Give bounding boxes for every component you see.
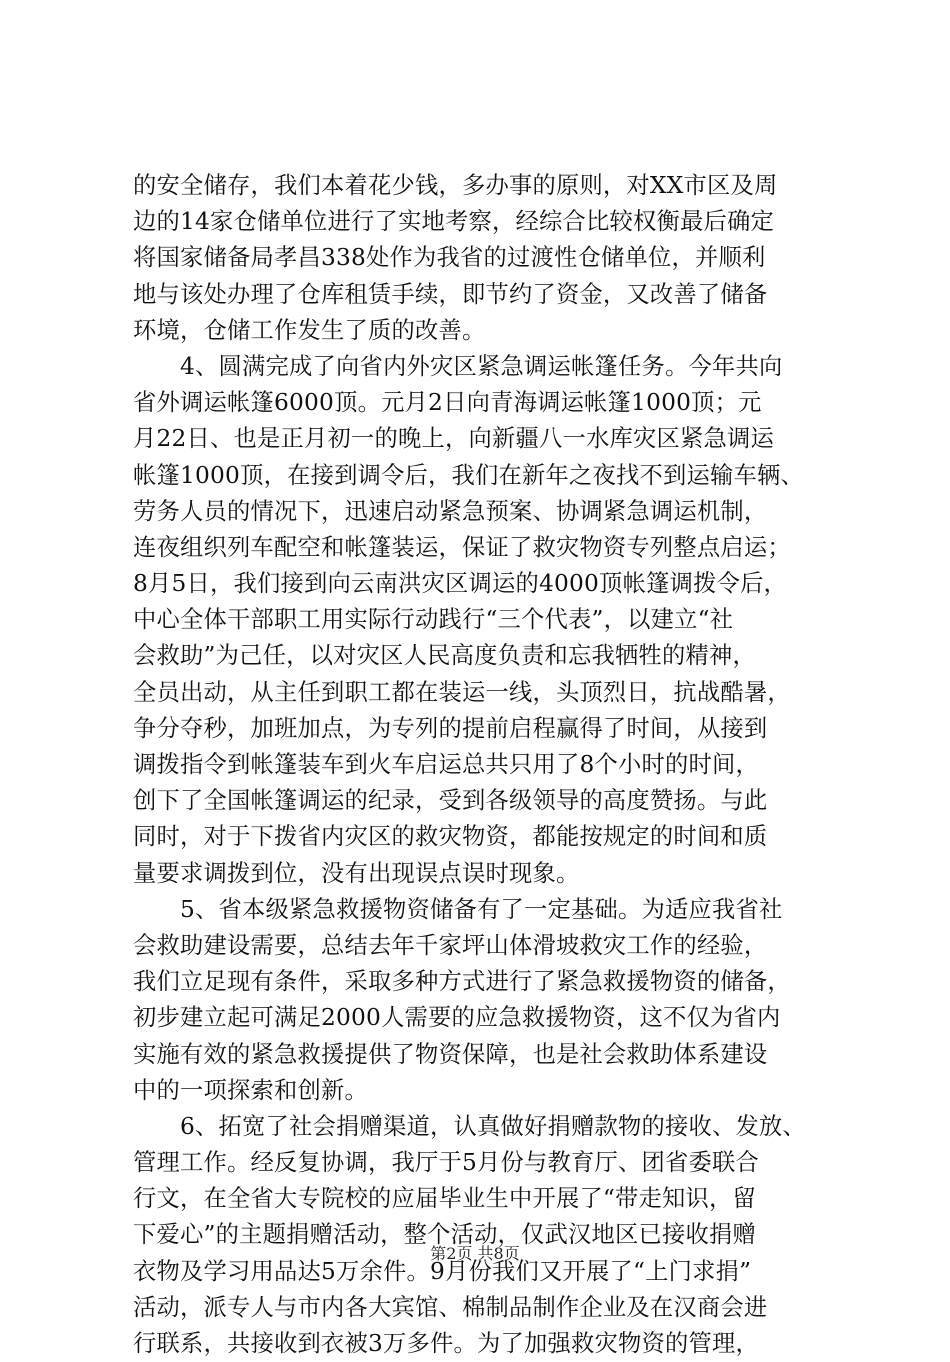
text-line: 中心全体干部职工用实际行动践行“三个代表”，以建立“社 — [133, 606, 734, 634]
text-line: 争分夺秒，加班加点，为专列的提前启程赢得了时间，从接到 — [133, 714, 768, 742]
text-line: 初步建立起可满足2000人需要的应急救援物资，这不仅为省内 — [133, 1004, 781, 1032]
text-line: 月22日、也是正月初一的晚上，向新疆八一水库灾区紧急调运 — [133, 425, 774, 453]
text-line: 管理工作。经反复协调，我厅于5月份与教育厅、团省委联合 — [133, 1149, 759, 1177]
text-line: 中的一项探索和创新。 — [133, 1076, 368, 1104]
text-line: 环境，仓储工作发生了质的改善。 — [133, 316, 486, 344]
text-line: 边的14家仓储单位进行了实地考察，经综合比较权衡最后确定 — [133, 208, 774, 236]
text-line: 活动，派专人与市内各大宾馆、棉制品制作企业及在汉商会进 — [133, 1293, 768, 1321]
text-line: 地与该处办理了仓库租赁手续，即节约了资金，又改善了储备 — [133, 280, 768, 308]
text-line: 我们立足现有条件，采取多种方式进行了紧急救援物资的储备， — [133, 968, 791, 996]
text-line: 量要求调拨到位，没有出现误点误时现象。 — [133, 859, 580, 887]
text-line: 调拨指令到帐篷装车到火车启运总共只用了8个小时的时间， — [133, 751, 759, 778]
text-line: 衣物及学习用品达5万余件。9月份我们又开展了“上门求捐” — [133, 1257, 752, 1285]
text-line: 4、圆满完成了向省内外灾区紧急调运帐篷任务。今年共向 — [133, 352, 783, 380]
text-line: 会救助”为己任，以对灾区人民高度负责和忘我牺牲的精神， — [133, 642, 757, 670]
text-line: 的安全储存，我们本着花少钱，多办事的原则，对XX市区及周 — [133, 172, 778, 199]
text-line: 劳务人员的情况下，迅速启动紧急预案、协调紧急调运机制， — [133, 497, 768, 525]
text-line: 同时，对于下拨省内灾区的救灾物资，都能按规定的时间和质 — [133, 823, 768, 851]
text-line: 会救助建设需要，总结去年千家坪山体滑坡救灾工作的经验， — [133, 931, 768, 959]
text-line: 6、拓宽了社会捐赠渠道，认真做好捐赠款物的接收、发放、 — [133, 1112, 806, 1140]
text-line: 行文，在全省大专院校的应届毕业生中开展了“带走知识，留 — [133, 1185, 757, 1213]
text-line: 8月5日，我们接到向云南洪灾区调运的4000顶帐篷调拨令后， — [133, 570, 788, 598]
text-line: 省外调运帐篷6000顶。元月2日向青海调运帐篷1000顶；元 — [133, 389, 762, 417]
text-line: 下爱心”的主题捐赠活动，整个活动，仅武汉地区已接收捐赠 — [133, 1221, 757, 1249]
text-line: 将国家储备局孝昌338处作为我省的过渡性仓储单位，并顺利 — [133, 244, 766, 272]
text-line: 帐篷1000顶，在接到调令后，我们在新年之夜找不到运输车辆、 — [133, 461, 805, 489]
text-line: 连夜组织列车配空和帐篷装运，保证了救灾物资专列整点启运； — [133, 533, 791, 561]
text-line: 5、省本级紧急救援物资储备有了一定基础。为适应我省社 — [133, 895, 783, 923]
text-line: 创下了全国帐篷调运的纪录，受到各级领导的高度赞扬。与此 — [133, 787, 768, 815]
text-line: 实施有效的紧急救援提供了物资保障，也是社会救助体系建设 — [133, 1040, 768, 1068]
document-body — [133, 168, 829, 1362]
text-line: 全员出动，从主任到职工都在装运一线，头顶烈日，抗战酷暑， — [133, 678, 791, 706]
page-footer: 第2页 共8页 — [430, 1244, 520, 1263]
text-line: 行联系，共接收到衣被3万多件。为了加强救灾物资的管理， — [133, 1330, 759, 1357]
